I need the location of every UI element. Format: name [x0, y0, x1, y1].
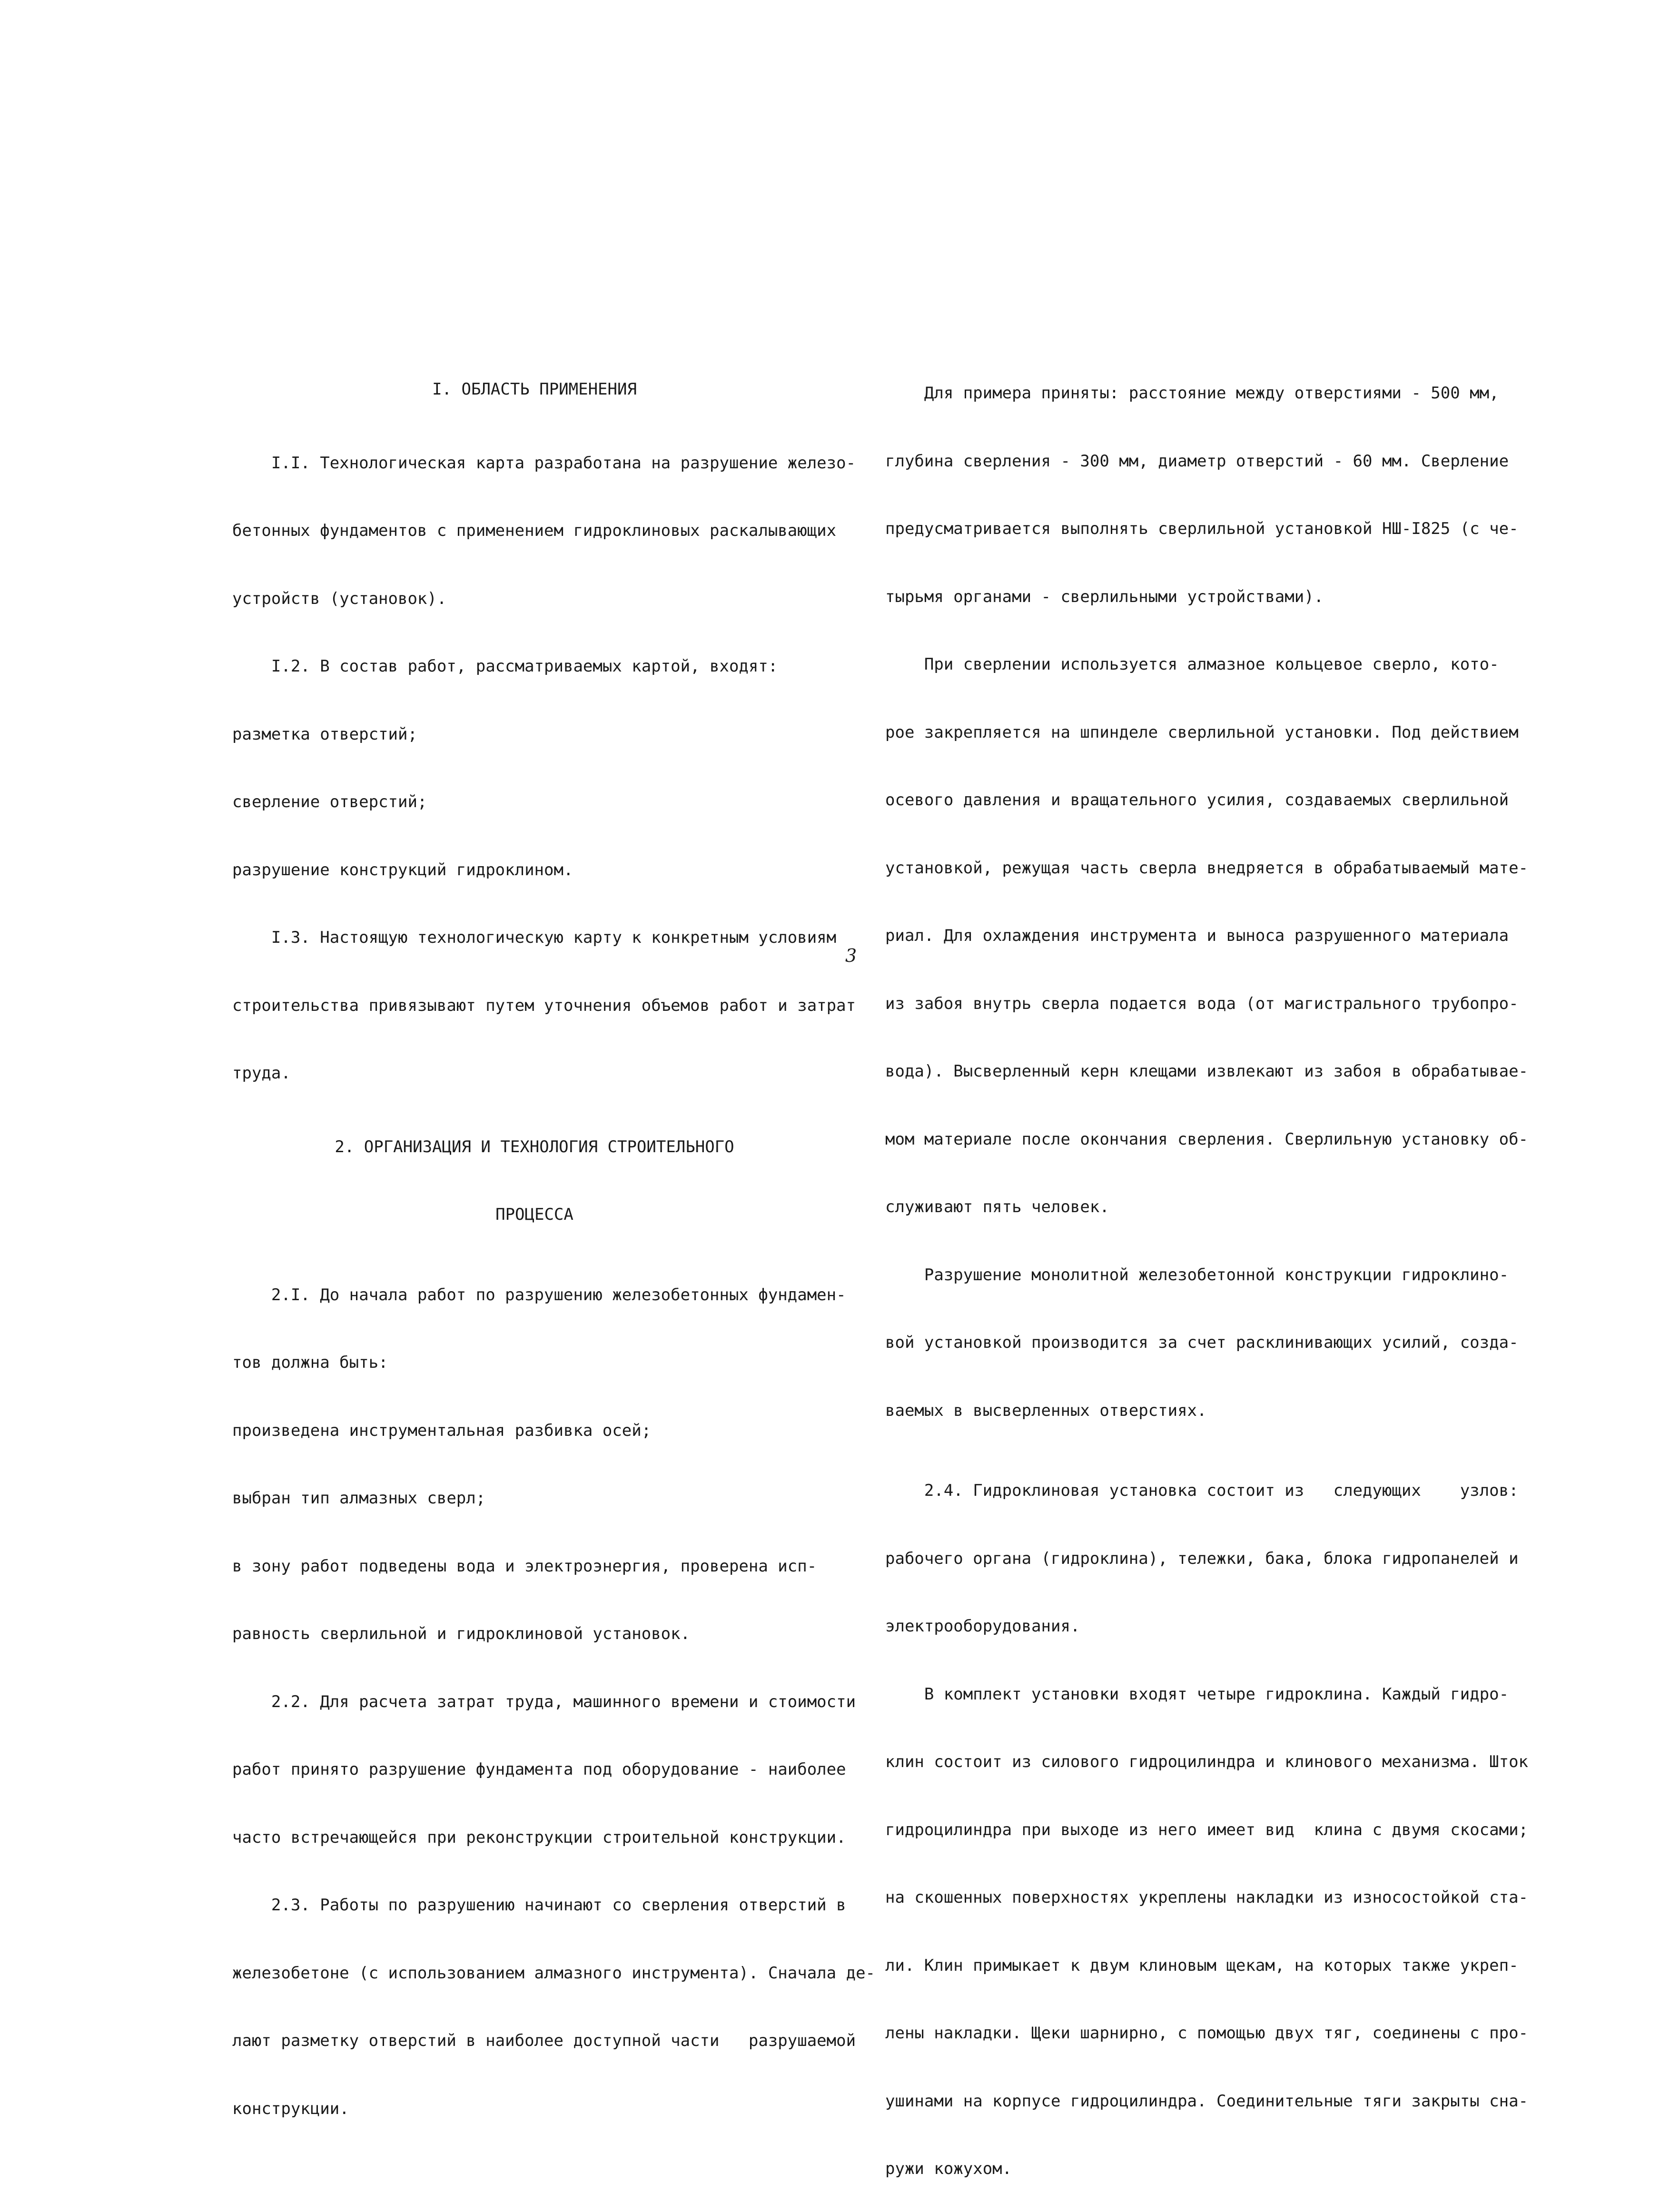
- text-line: риал. Для охлаждения инструмента и выноса разрушенного материала: [885, 926, 1509, 945]
- text-line: При сверлении используется алмазное кольцевое сверло, кото-: [885, 655, 1499, 674]
- text-line: ваемых в высверленных отверстиях.: [885, 1401, 1207, 1420]
- text-line: на скошенных поверхностях укреплены накладки из износостойкой ста-: [885, 1888, 1529, 1907]
- text-line: работ принято разрушение фундамента под оборудование - наиболее: [232, 1760, 846, 1779]
- text-line: предусматривается выполнять сверлильной установкой НШ-I825 (с че-: [885, 519, 1519, 538]
- text-line: труда.: [232, 1064, 291, 1083]
- text-line: 2.4. Гидроклиновая установка состоит из следующих узлов:: [885, 1481, 1519, 1500]
- section-2-heading: 2. ОРГАНИЗАЦИЯ И ТЕХНОЛОГИЯ СТРОИТЕЛЬНОГО: [335, 1137, 734, 1156]
- text-line: служивают пять человек.: [885, 1197, 1109, 1216]
- text-line: I.2. В состав работ, рассматриваемых картой, входят:: [232, 657, 778, 676]
- text-line: ли. Клин примыкает к двум клиновым щекам, на которых также укреп-: [885, 1956, 1519, 1975]
- list-item: выбран тип алмазных сверл;: [232, 1489, 486, 1508]
- text-line: рабочего органа (гидроклина), тележки, бака, блока гидропанелей и: [885, 1549, 1519, 1568]
- list-item: разметка отверстий;: [232, 724, 417, 744]
- text-line: вой установкой производится за счет расклинивающих усилий, созда-: [885, 1333, 1519, 1352]
- text-line: Разрушение монолитной железобетонной конструкции гидроклино-: [885, 1265, 1509, 1284]
- text-line: из забоя внутрь сверла подается вода (от магистрального трубопро-: [885, 994, 1519, 1013]
- text-line: Для примера приняты: расстояние между отверстиями - 500 мм,: [885, 384, 1499, 403]
- text-line: 2.3. Работы по разрушению начинают со сверления отверстий в: [232, 1896, 846, 1915]
- text-line: электрооборудования.: [885, 1617, 1080, 1636]
- text-line: ружи кожухом.: [885, 2159, 1012, 2178]
- text-line: устройств (установок).: [232, 589, 447, 608]
- text-line: лают разметку отверстий в наиболее доступной части разрушаемой: [232, 2031, 856, 2050]
- text-line: тов должна быть:: [232, 1353, 388, 1372]
- text-line: строительства привязывают путем уточнения объемов работ и затрат: [232, 996, 856, 1015]
- list-item: в зону работ подведены вода и электроэнергия, проверена исп-: [232, 1556, 817, 1576]
- text-line: клин состоит из силового гидроцилиндра и клинового механизма. Шток: [885, 1752, 1529, 1771]
- text-line: 2.2. Для расчета затрат труда, машинного времени и стоимости: [232, 1692, 856, 1711]
- text-line: часто встречающейся при реконструкции строительной конструкции.: [232, 1828, 846, 1847]
- text-line: I.3. Настоящую технологическую карту к конкретным условиям: [232, 928, 837, 947]
- text-line: конструкции.: [232, 2099, 349, 2118]
- text-line: мом материале после окончания сверления. Сверлильную установку об-: [885, 1129, 1529, 1149]
- text-line: глубина сверления - 300 мм, диаметр отверстий - 60 мм. Сверление: [885, 451, 1509, 471]
- list-item: разрушение конструкций гидроклином.: [232, 860, 573, 879]
- text-line: железобетоне (с использованием алмазного инструмента). Сначала де-: [232, 1963, 876, 1983]
- text-line: рое закрепляется на шпинделе сверлильной установки. Под действием: [885, 722, 1519, 742]
- section-1-heading: I. ОБЛАСТЬ ПРИМЕНЕНИЯ: [432, 380, 637, 399]
- text-line: гидроцилиндра при выходе из него имеет вид клина с двумя скосами;: [885, 1820, 1529, 1839]
- text-line: I.I. Технологическая карта разработана на разрушение железо-: [232, 453, 856, 473]
- right-column: [885, 337, 1529, 2203]
- text-line: осевого давления и вращательного усилия, создаваемых сверлильной: [885, 790, 1509, 810]
- left-column: [232, 333, 876, 2143]
- text-line: ушинами на корпусе гидроцилиндра. Соединительные тяги закрыты сна-: [885, 2091, 1529, 2111]
- text-line: тырьмя органами - сверлильными устройствами).: [885, 587, 1324, 606]
- text-line: 2.I. До начала работ по разрушению железобетонных фундамен-: [232, 1285, 846, 1304]
- list-item: произведена инструментальная разбивка осей;: [232, 1421, 652, 1440]
- list-item: сверление отверстий;: [232, 792, 427, 811]
- text-line: В комплект установки входят четыре гидроклина. Каждый гидро-: [885, 1684, 1509, 1704]
- text-line: равность сверлильной и гидроклиновой установок.: [232, 1624, 691, 1643]
- page-number: 3: [845, 945, 857, 966]
- text-line: лены накладки. Щеки шарнирно, с помощью двух тяг, соединены с про-: [885, 2024, 1529, 2043]
- text-line: вода). Высверленный керн клещами извлекают из забоя в обрабатывае-: [885, 1062, 1529, 1081]
- section-2-heading-cont: ПРОЦЕССА: [495, 1205, 573, 1224]
- text-line: бетонных фундаментов с применением гидроклиновых раскалывающих: [232, 521, 837, 540]
- text-line: установкой, режущая часть сверла внедряется в обрабатываемый мате-: [885, 858, 1529, 878]
